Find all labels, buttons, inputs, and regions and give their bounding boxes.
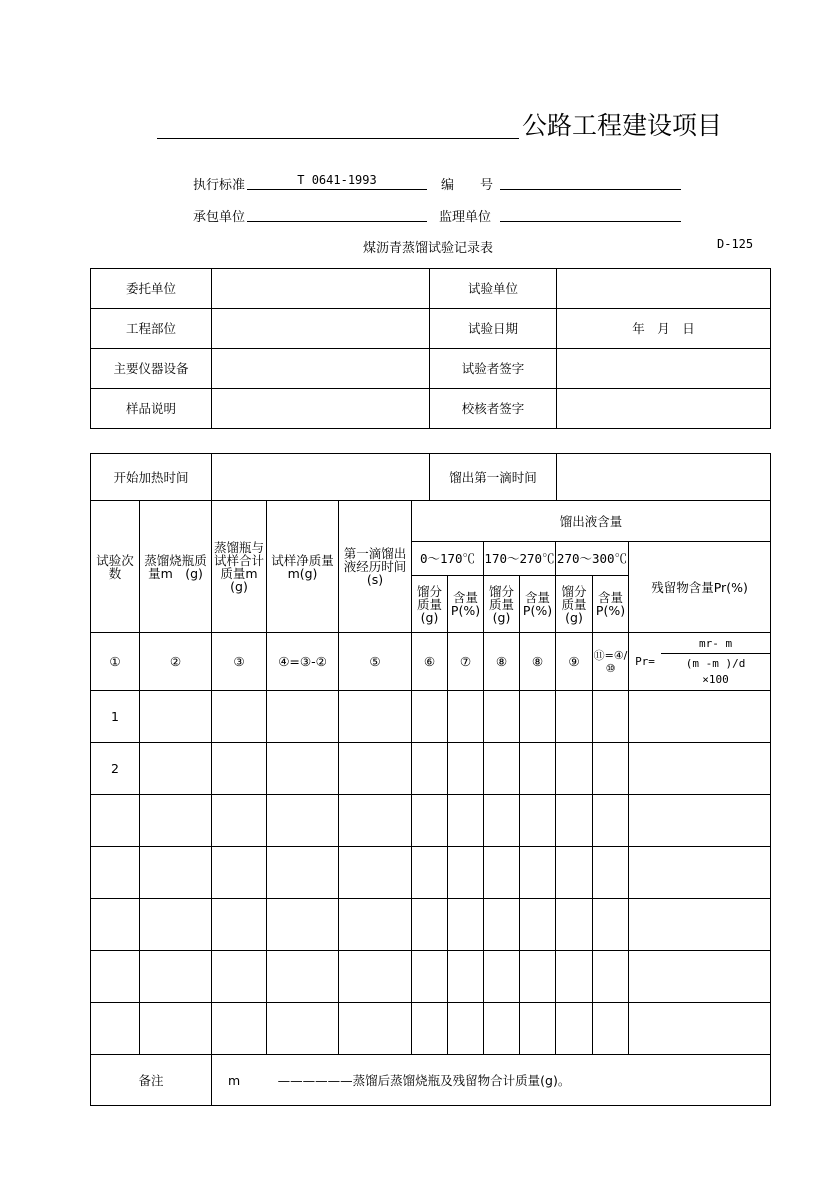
header-content-2: 含量P(%)	[520, 576, 556, 633]
row-number	[91, 899, 140, 951]
data-cell	[520, 691, 556, 743]
standard-label: 执行标准	[193, 178, 246, 193]
header-range-1: 0～170℃	[412, 542, 484, 576]
number-label: 编 号	[441, 178, 494, 193]
start-time-label: 开始加热时间	[91, 454, 212, 501]
timing-table	[90, 453, 771, 501]
data-cell	[556, 951, 593, 1003]
residue-formula	[629, 633, 771, 691]
data-cell	[267, 847, 339, 899]
formula-cell: ⑦	[448, 633, 484, 691]
data-cell	[556, 795, 593, 847]
header-range-2: 170～270℃	[484, 542, 556, 576]
data-cell	[448, 847, 484, 899]
header-residue: 残留物含量Pr(%)	[629, 542, 771, 633]
data-cell	[593, 847, 629, 899]
header-test-no: 试验次数	[91, 501, 140, 633]
data-cell	[556, 743, 593, 795]
data-cell	[484, 795, 520, 847]
supervisor-field	[500, 205, 681, 222]
table-row	[91, 951, 771, 1003]
standard-value: T 0641-1993	[247, 173, 427, 190]
client-value	[212, 269, 430, 309]
row-number: 1	[91, 691, 140, 743]
formula-cell: ④=③-②	[267, 633, 339, 691]
formula-cell: ⑪=④/⑩	[593, 633, 629, 691]
data-cell	[267, 795, 339, 847]
data-cell	[448, 795, 484, 847]
formula-cell: ①	[91, 633, 140, 691]
formula-cell: ⑥	[412, 633, 448, 691]
data-cell	[140, 691, 212, 743]
data-cell	[629, 847, 771, 899]
data-cell	[212, 795, 267, 847]
data-cell	[629, 899, 771, 951]
data-cell	[412, 847, 448, 899]
remarks-label: 备注	[91, 1055, 212, 1106]
header-range-3: 270～300℃	[556, 542, 629, 576]
row-number	[91, 847, 140, 899]
data-cell	[593, 743, 629, 795]
form-title: 煤沥青蒸馏试验记录表	[363, 241, 494, 256]
row-number: 2	[91, 743, 140, 795]
data-cell	[520, 743, 556, 795]
header-first-drop: 第一滴馏出液经历时间(s)	[339, 501, 412, 633]
formula-cell: ⑨	[556, 633, 593, 691]
checker-sign-label: 校核者签字	[430, 389, 557, 429]
header-frac-mass-3: 馏分质量(g)	[556, 576, 593, 633]
data-cell	[339, 847, 412, 899]
data-cell	[484, 743, 520, 795]
project-name-line	[157, 138, 519, 139]
formula-cell: ②	[140, 633, 212, 691]
table-row	[91, 847, 771, 899]
contractor-label: 承包单位	[193, 210, 246, 225]
tester-sign-label: 试验者签字	[430, 349, 557, 389]
data-cell	[629, 1003, 771, 1055]
data-cell	[593, 951, 629, 1003]
header-frac-mass-2: 馏分质量(g)	[484, 576, 520, 633]
data-cell	[267, 691, 339, 743]
data-cell	[593, 1003, 629, 1055]
test-date-value: 年 月 日	[557, 309, 771, 349]
data-cell	[212, 743, 267, 795]
data-cell	[448, 691, 484, 743]
data-cell	[593, 691, 629, 743]
data-cell	[412, 795, 448, 847]
data-cell	[412, 899, 448, 951]
data-cell	[339, 743, 412, 795]
data-cell	[140, 795, 212, 847]
table-row	[91, 899, 771, 951]
number-field	[500, 173, 681, 190]
data-cell	[448, 743, 484, 795]
data-cell	[267, 951, 339, 1003]
data-cell	[339, 951, 412, 1003]
data-cell	[267, 1003, 339, 1055]
data-cell	[629, 743, 771, 795]
data-cell	[339, 691, 412, 743]
data-cell	[556, 847, 593, 899]
tester-sign-value	[557, 349, 771, 389]
formula-cell: ③	[212, 633, 267, 691]
data-cell	[212, 951, 267, 1003]
data-cell	[556, 899, 593, 951]
data-cell	[339, 899, 412, 951]
data-cell	[140, 951, 212, 1003]
residue-formula-numerator: mr- m	[661, 637, 770, 654]
data-cell	[140, 1003, 212, 1055]
data-cell	[593, 795, 629, 847]
data-cell	[629, 951, 771, 1003]
data-cell	[484, 847, 520, 899]
data-cell	[140, 847, 212, 899]
table-row	[91, 1003, 771, 1055]
data-cell	[520, 847, 556, 899]
data-cell	[520, 951, 556, 1003]
data-cell	[556, 691, 593, 743]
header-frac-mass-1: 馏分质量(g)	[412, 576, 448, 633]
table-row	[91, 795, 771, 847]
data-cell	[593, 899, 629, 951]
row-number	[91, 795, 140, 847]
checker-sign-value	[557, 389, 771, 429]
data-cell	[267, 899, 339, 951]
data-cell	[448, 899, 484, 951]
data-cell	[520, 795, 556, 847]
supervisor-label: 监理单位	[439, 210, 492, 225]
data-cell	[484, 1003, 520, 1055]
header-content-1: 含量P(%)	[448, 576, 484, 633]
row-number	[91, 951, 140, 1003]
data-cell	[267, 743, 339, 795]
test-date-label: 试验日期	[430, 309, 557, 349]
start-time-value	[212, 454, 430, 501]
table-row	[91, 743, 771, 795]
data-cell	[140, 743, 212, 795]
data-cell	[484, 899, 520, 951]
test-unit-label: 试验单位	[430, 269, 557, 309]
header-net-mass: 试样净质量m(g)	[267, 501, 339, 633]
equipment-label: 主要仪器设备	[91, 349, 212, 389]
data-cell	[484, 691, 520, 743]
header-flask-mass: 蒸馏烧瓶质量m (g)	[140, 501, 212, 633]
data-cell	[412, 743, 448, 795]
data-cell	[140, 899, 212, 951]
page-title: 公路工程建设项目	[522, 111, 723, 140]
data-cell	[448, 951, 484, 1003]
header-total-mass: 蒸馏瓶与试样合计质量m (g)	[212, 501, 267, 633]
formula-cell: ⑤	[339, 633, 412, 691]
residue-formula-multiplier: ×100	[702, 673, 729, 686]
data-cell	[212, 691, 267, 743]
distillation-table	[90, 500, 771, 1106]
sample-desc-label: 样品说明	[91, 389, 212, 429]
table-row	[91, 691, 771, 743]
row-number	[91, 1003, 140, 1055]
data-cell	[412, 1003, 448, 1055]
data-cell	[484, 951, 520, 1003]
data-cell	[448, 1003, 484, 1055]
data-cell	[339, 1003, 412, 1055]
data-cell	[412, 691, 448, 743]
data-cell	[629, 795, 771, 847]
data-cell	[520, 1003, 556, 1055]
data-cell	[212, 1003, 267, 1055]
data-cell	[556, 1003, 593, 1055]
data-cell	[520, 899, 556, 951]
first-drop-label: 馏出第一滴时间	[430, 454, 557, 501]
header-content-3: 含量P(%)	[593, 576, 629, 633]
data-cell	[339, 795, 412, 847]
formula-row	[91, 633, 771, 691]
contractor-field	[247, 205, 427, 222]
residue-formula-prefix: Pr=	[635, 655, 655, 668]
test-unit-value	[557, 269, 771, 309]
data-cell	[412, 951, 448, 1003]
formula-cell: ⑧	[520, 633, 556, 691]
header-distillate: 馏出液含量	[412, 501, 771, 542]
remarks-text: m ——————蒸馏后蒸馏烧瓶及残留物合计质量(g)。	[212, 1055, 771, 1106]
project-part-value	[212, 309, 430, 349]
equipment-value	[212, 349, 430, 389]
residue-formula-denominator: (m -m )/d	[685, 657, 746, 670]
first-drop-value	[557, 454, 771, 501]
info-table	[90, 268, 771, 429]
data-cell	[212, 847, 267, 899]
sample-desc-value	[212, 389, 430, 429]
data-cell	[212, 899, 267, 951]
client-label: 委托单位	[91, 269, 212, 309]
formula-cell: ⑧	[484, 633, 520, 691]
project-part-label: 工程部位	[91, 309, 212, 349]
data-cell	[629, 691, 771, 743]
form-code: D-125	[717, 237, 754, 251]
